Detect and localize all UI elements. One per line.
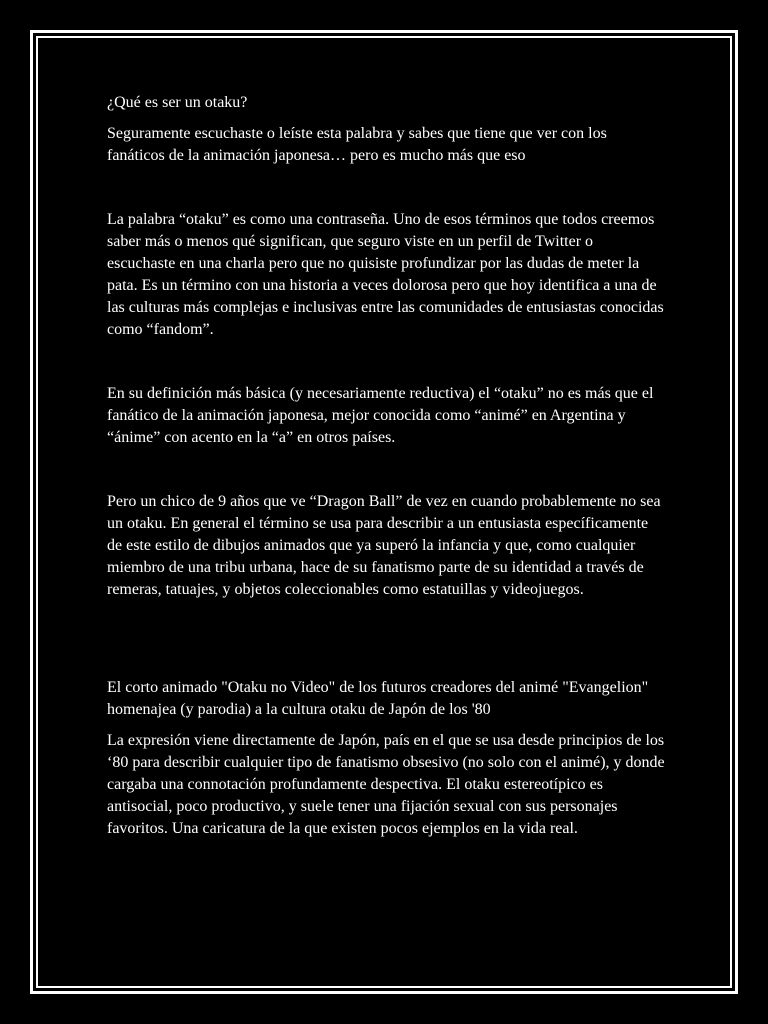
paragraph-origin: La expresión viene directamente de Japón, país en el que se usa desde principios de los ‘80 para describir cualquier tipo de fanatismo obsesivo (no solo con el animé), y donde cargaba una connotación profundamente despectiva. El otaku estereotípico es antisocial, poco productivo, y suele tener una fijación sexual con sus personajes favoritos. Una caricatura de la que existen pocos ejemplos en la vida real. [107,732,665,837]
paragraph-intro: Seguramente escuchaste o leíste esta palabra y sabes que tiene que ver con los fanáticos de la animación japonesa… pero es mucho más que eso [107,125,607,164]
paragraph-dragon-ball: Pero un chico de 9 años que ve “Dragon Ball” de vez en cuando probablemente no sea un otaku. En general el término se usa para describir a un entusiasta específicamente de este estilo de dibujos animados que ya superó la infancia y que, como cualquier miembro de una tribu urbana, hace de su fanatismo parte de su identidad a través de remeras, tatuajes, y objetos coleccionables como estatuillas y videojuegos. [107,493,661,598]
paragraph-definition: En su definición más básica (y necesariamente reductiva) el “otaku” no es más que el fanático de la animación japonesa, mejor conocida como “animé” en Argentina y “ánime” con acento en la “a” en otros países. [107,385,654,446]
document-body [107,92,665,840]
paragraph-password: La palabra “otaku” es como una contraseña. Uno de esos términos que todos creemos saber más o menos qué significan, que seguro viste en un perfil de Twitter o escuchaste en una charla pero que no quisiste profundizar por las dudas de meter la pata. Es un término con una historia a veces dolorosa pero que hoy identifica a una de las culturas más complejas e inclusivas entre las comunidades de entusiastas conocidas como “fandom”. [107,211,664,338]
document-title: ¿Qué es ser un otaku? [107,94,248,111]
paragraph-otaku-no-video: El corto animado "Otaku no Video" de los futuros creadores del animé "Evangelion" homenajea (y parodia) a la cultura otaku de Japón de los '80 [107,679,649,718]
